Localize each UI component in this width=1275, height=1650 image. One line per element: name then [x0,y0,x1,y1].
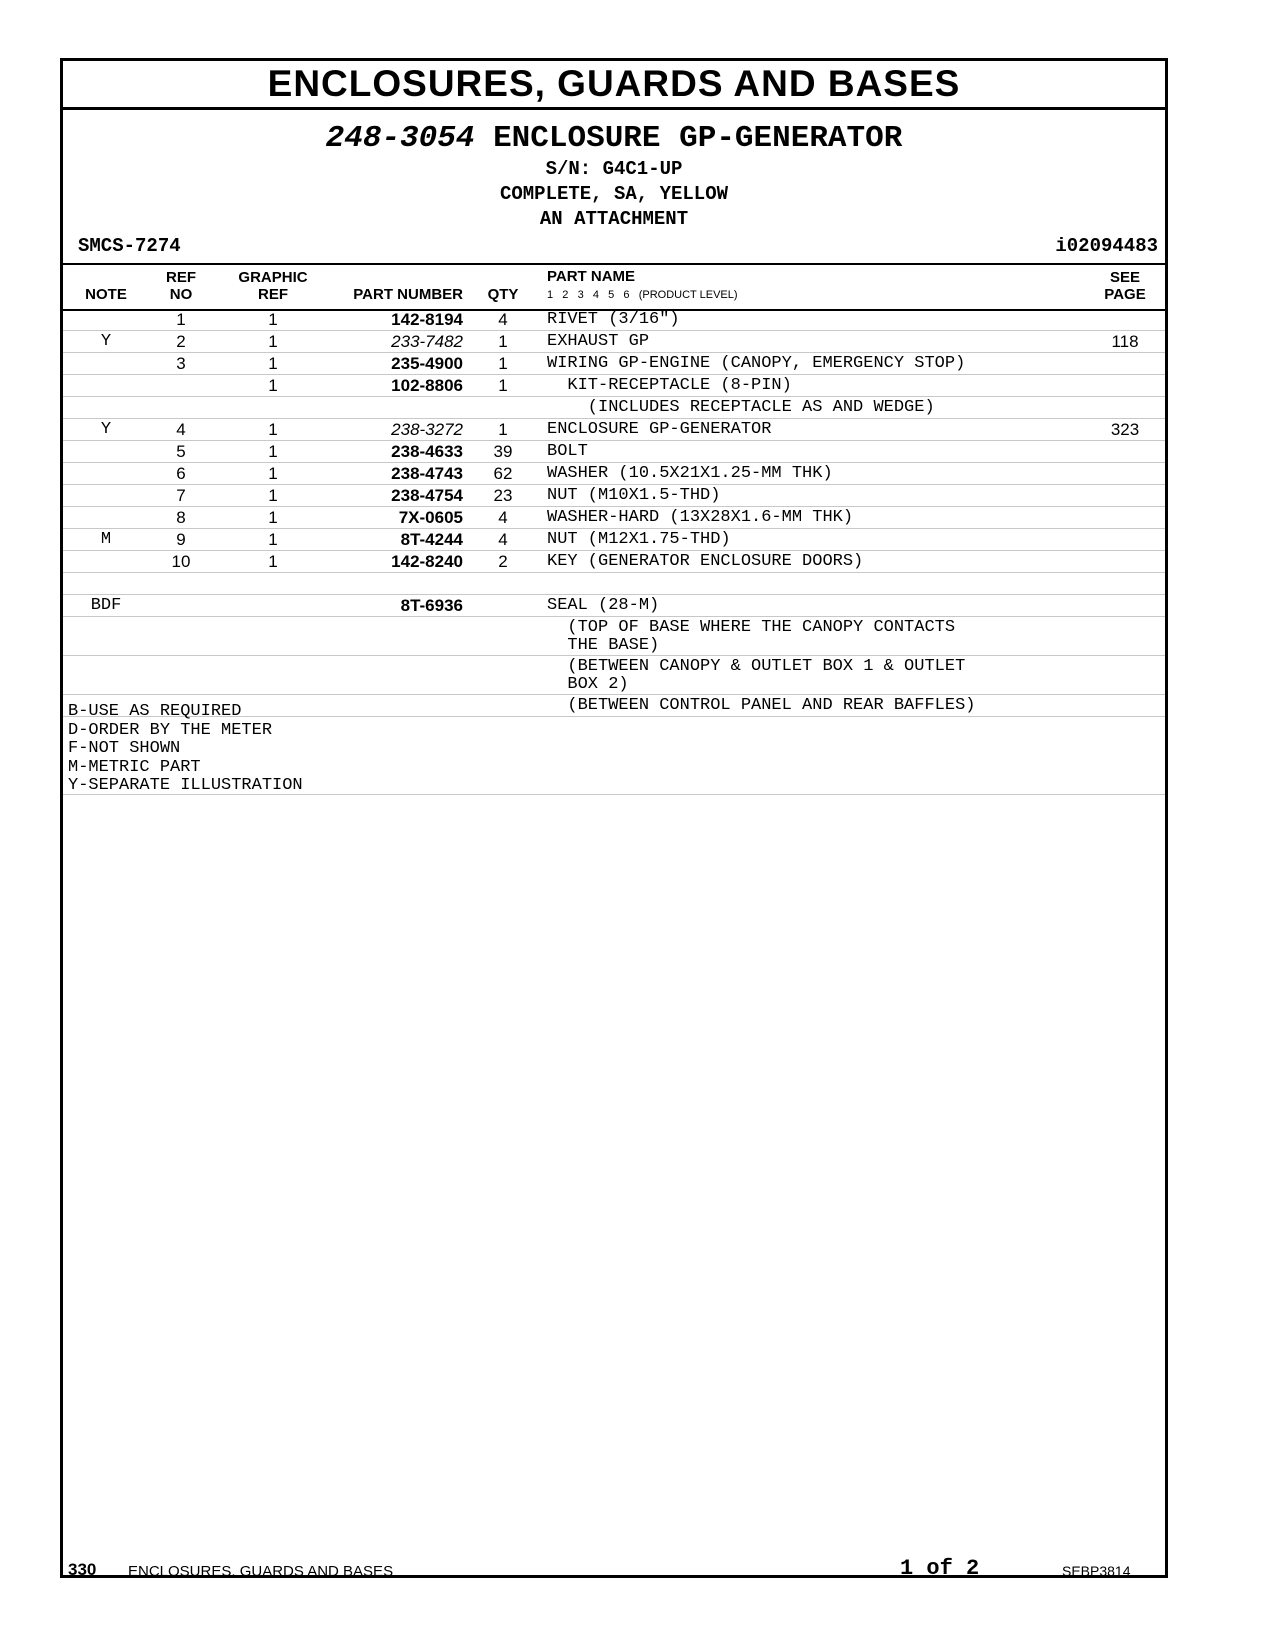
table-row [63,595,1165,617]
row-see-page[interactable]: 118 [1111,332,1139,351]
row-part-number[interactable]: 8T-4244 [400,530,463,549]
table-row [63,573,1165,595]
assembly-header [63,121,1165,232]
table-row [63,463,1165,485]
assembly-type: AN ATTACHMENT [539,208,689,230]
col-header-note: NOTE [85,286,127,303]
col-header-part-number: PART NUMBER [353,286,463,303]
row-qty: 62 [493,464,513,483]
footer-page-number: 330 [68,1560,97,1579]
notes-legend [68,703,303,796]
row-graphic-ref: 1 [268,530,278,549]
row-part-name: BOLT [547,442,588,461]
row-ref-no: 9 [176,530,186,549]
col-header-see-line2: PAGE [1104,286,1146,303]
illustration-ref-id: i02094483 [1055,235,1158,257]
legend-divider [63,794,1165,795]
row-qty: 4 [498,310,508,329]
table-row [63,551,1165,573]
row-qty: 39 [493,442,513,461]
footer-page-of: 1 of 2 [900,1556,980,1581]
row-qty: 23 [493,486,513,505]
assembly-serial: S/N: G4C1-UP [545,158,683,180]
table-row [63,617,1165,656]
col-header-see-line1: SEE [1109,269,1140,286]
row-part-name: WASHER (10.5X21X1.25-MM THK) [547,464,833,483]
parts-list [63,309,1165,717]
footer-title: ENCLOSURES, GUARDS AND BASES [128,1563,394,1580]
col-header-qty: QTY [487,286,519,303]
table-row [63,397,1165,419]
row-graphic-ref: 1 [268,464,278,483]
legend-item: B-USE AS REQUIRED [68,702,242,721]
row-part-name: (INCLUDES RECEPTACLE AS AND WEDGE) [547,398,935,417]
parts-page-frame [60,58,1168,1578]
row-part-number[interactable]: 102-8806 [391,376,463,395]
section-title: ENCLOSURES, GUARDS AND BASES [63,61,1165,110]
footer-doc-id: SEBP3814 [1062,1563,1131,1579]
row-ref-no: 4 [176,420,186,439]
row-note: Y [100,332,112,351]
col-header-ref-line1: REF [166,269,196,286]
assembly-name: ENCLOSURE GP-GENERATOR [493,121,903,156]
col-header-ref-line2: NO [169,286,193,303]
table-row [63,375,1165,397]
row-qty: 2 [498,552,508,571]
row-note: BDF [90,596,122,615]
legend-item: F-NOT SHOWN [68,739,181,758]
col-header-part-name: PART NAME [547,268,636,285]
table-row [63,485,1165,507]
col-header-ref-no [151,269,211,303]
row-note: M [100,530,112,549]
row-part-name: (TOP OF BASE WHERE THE CANOPY CONTACTS THE BASE) [567,618,956,655]
row-part-number[interactable]: 142-8194 [391,310,463,329]
row-part-name: WIRING GP-ENGINE (CANOPY, EMERGENCY STOP) [547,354,966,373]
row-ref-no: 8 [176,508,186,527]
row-part-name: KEY (GENERATOR ENCLOSURE DOORS) [547,552,864,571]
table-row [63,331,1165,353]
row-part-number[interactable]: 238-4754 [391,486,463,505]
row-ref-no: 1 [176,310,186,329]
col-header-graphic-line1: GRAPHIC [238,269,308,286]
row-qty: 1 [498,420,508,439]
row-part-number[interactable]: 238-4743 [391,464,463,483]
row-qty: 1 [498,332,508,351]
row-graphic-ref: 1 [268,310,278,329]
row-ref-no: 5 [176,442,186,461]
row-part-number[interactable]: 238-4633 [391,442,463,461]
row-ref-no: 2 [176,332,186,351]
table-row [63,529,1165,551]
row-part-name: EXHAUST GP [547,332,650,351]
legend-item: D-ORDER BY THE METER [68,720,273,740]
legend-item: Y-SEPARATE ILLUSTRATION [68,776,303,795]
row-part-name: NUT (M12X1.75-THD) [547,530,731,549]
row-graphic-ref: 1 [268,442,278,461]
row-part-name: SEAL (28-M) [547,596,660,615]
row-ref-no: 6 [176,464,186,483]
table-row [63,309,1165,331]
row-graphic-ref: 1 [268,420,278,439]
row-part-name: (BETWEEN CONTROL PANEL AND REAR BAFFLES) [547,696,976,715]
table-row [63,656,1165,695]
table-row [63,353,1165,375]
row-part-number[interactable]: 7X-0605 [398,508,463,527]
row-part-name: RIVET (3/16") [547,310,680,329]
legend-item: M-METRIC PART [68,757,201,777]
row-ref-no: 7 [176,486,186,505]
row-part-name: WASHER-HARD (13X28X1.6-MM THK) [547,508,854,527]
col-header-graphic-line2: REF [258,286,288,303]
table-row [63,441,1165,463]
row-part-name: ENCLOSURE GP-GENERATOR [547,420,772,439]
row-part-name: NUT (M10X1.5-THD) [547,486,721,505]
row-graphic-ref: 1 [268,376,278,395]
row-qty: 1 [498,376,508,395]
table-row [63,507,1165,529]
smcs-code: SMCS-7274 [78,235,181,257]
row-part-number[interactable]: 8T-6936 [400,596,463,615]
row-part-name: (BETWEEN CANOPY & OUTLET BOX 1 & OUTLET BOX 2) [567,657,966,694]
assembly-title [63,121,1165,157]
assembly-description: COMPLETE, SA, YELLOW [499,183,729,205]
row-qty: 1 [498,354,508,373]
row-graphic-ref: 1 [268,354,278,373]
row-part-number[interactable]: 142-8240 [391,552,463,571]
row-part-number[interactable]: 235-4900 [391,354,463,373]
col-header-see-page [1095,269,1155,303]
row-part-number[interactable]: 233-7482 [391,332,463,351]
row-graphic-ref: 1 [268,332,278,351]
row-qty: 4 [498,508,508,527]
row-ref-no: 10 [171,552,191,571]
col-header-graphic-ref [223,269,323,303]
row-qty: 4 [498,530,508,549]
row-graphic-ref: 1 [268,486,278,505]
row-graphic-ref: 1 [268,508,278,527]
assembly-part-number[interactable]: 248-3054 [325,121,475,156]
row-ref-no: 3 [176,354,186,373]
table-row [63,419,1165,441]
row-part-number[interactable]: 238-3272 [391,420,463,439]
column-headers [63,263,1165,311]
col-header-product-levels: 1 2 3 4 5 6 (PRODUCT LEVEL) [547,289,738,301]
row-note: Y [100,420,112,439]
row-see-page[interactable]: 323 [1110,420,1140,439]
row-part-name: KIT-RECEPTACLE (8-PIN) [547,376,792,395]
row-graphic-ref: 1 [268,552,278,571]
